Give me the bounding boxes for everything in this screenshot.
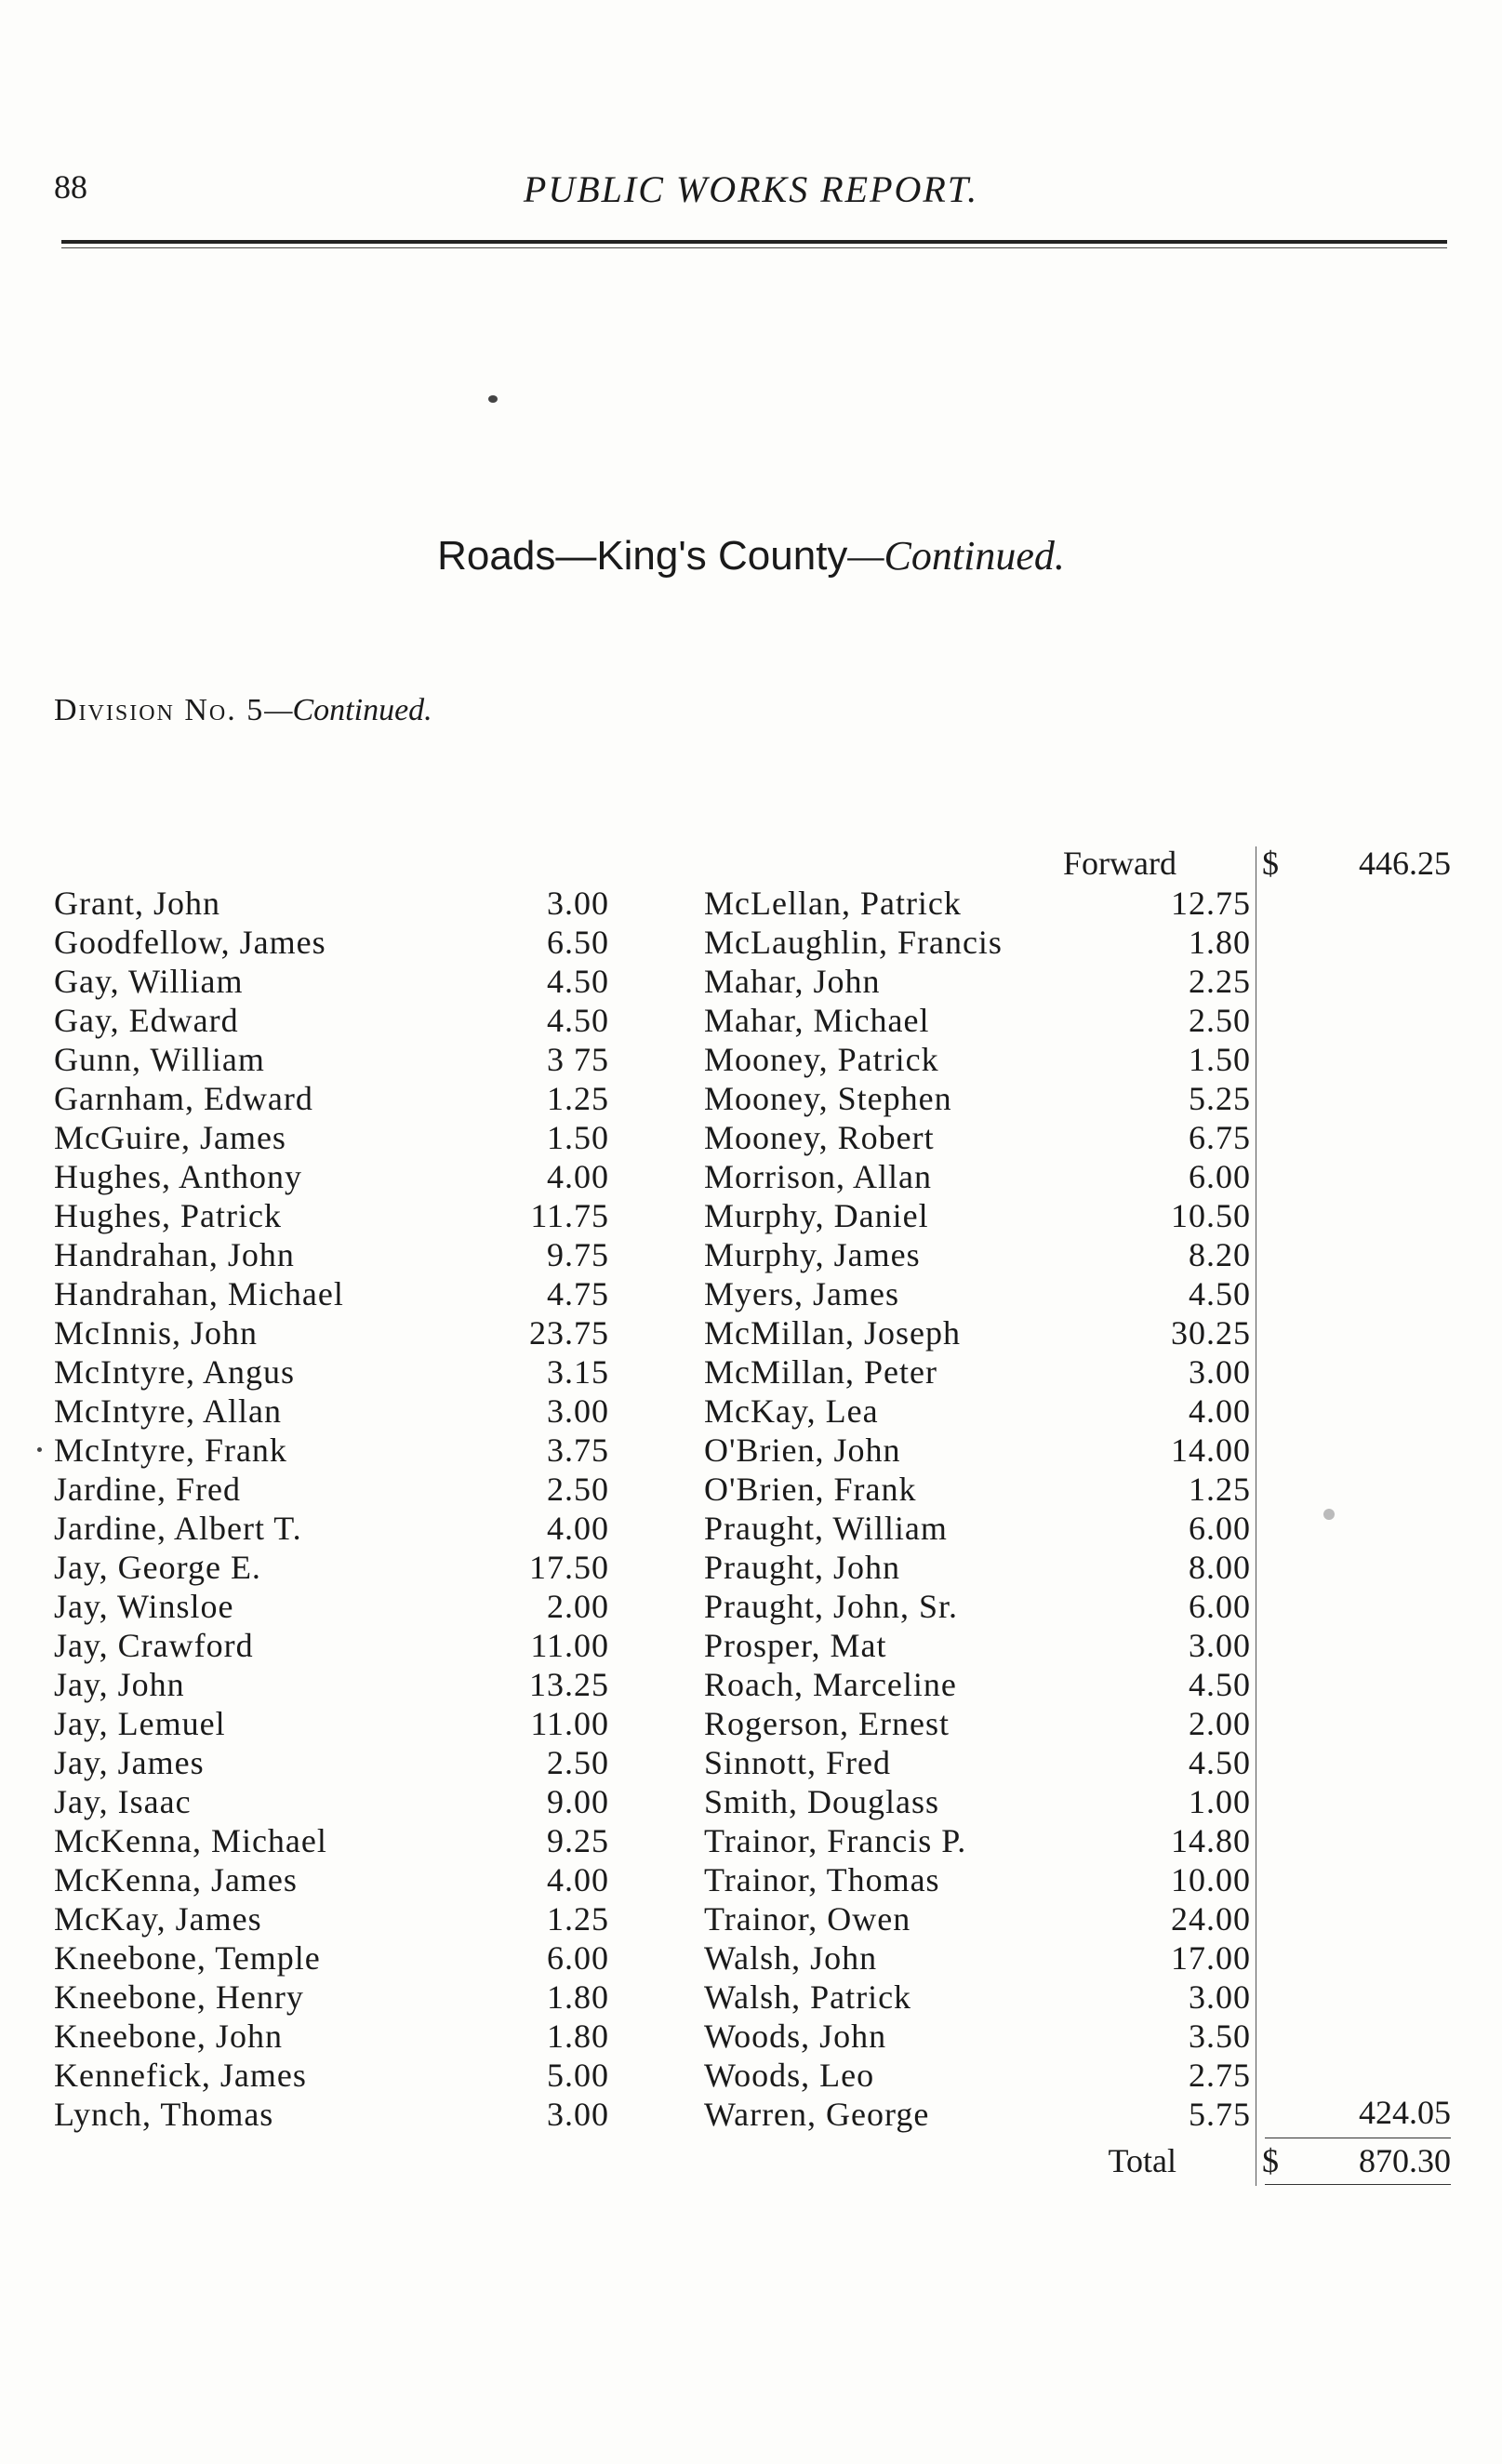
left-name: Jardine, Fred [54, 1471, 241, 1508]
left-name: McIntyre, Angus [54, 1353, 295, 1391]
table-row [0, 1899, 1502, 1938]
right-amount: 5.75 [1189, 2096, 1251, 2133]
right-name: Mahar, Michael [704, 1002, 930, 1039]
left-amount: 4.00 [547, 1861, 609, 1898]
left-amount: 4.00 [547, 1158, 609, 1195]
right-name: Myers, James [704, 1275, 899, 1312]
section-title [0, 532, 1502, 579]
left-amount: 11.00 [530, 1627, 609, 1664]
right-name: Walsh, John [704, 1939, 878, 1977]
left-name: Hughes, Anthony [54, 1158, 302, 1195]
table-row [0, 923, 1502, 962]
left-amount: 6.50 [547, 924, 609, 961]
table-row [0, 1626, 1502, 1665]
right-amount: 4.50 [1189, 1744, 1251, 1781]
left-amount: 4.75 [547, 1275, 609, 1312]
table-row [0, 1978, 1502, 2017]
table-row [0, 1157, 1502, 1196]
left-name: Handrahan, John [54, 1236, 295, 1273]
left-name: Jay, George E. [54, 1549, 261, 1586]
right-amount: 1.00 [1189, 1783, 1251, 1820]
right-amount: 4.50 [1189, 1666, 1251, 1703]
right-name: O'Brien, John [704, 1432, 901, 1469]
total-amount: 870.30 [1359, 2142, 1451, 2179]
right-amount: 3.50 [1189, 2018, 1251, 2055]
right-amount: 2.00 [1189, 1705, 1251, 1742]
table-row [0, 1431, 1502, 1470]
right-name: Smith, Douglass [704, 1783, 940, 1820]
right-name: Trainor, Thomas [704, 1861, 940, 1898]
left-amount: 3.15 [547, 1353, 609, 1391]
left-amount: 9.25 [547, 1822, 609, 1859]
table-row [0, 1548, 1502, 1587]
table-row [0, 1118, 1502, 1157]
left-amount: 1.25 [547, 1900, 609, 1938]
left-name: Goodfellow, James [54, 924, 326, 961]
right-amount: 6.00 [1189, 1510, 1251, 1547]
section-continued: —Continued. [847, 533, 1065, 579]
table-row [0, 1001, 1502, 1040]
division-label: Division No. 5 [54, 693, 265, 727]
right-amount: 14.00 [1171, 1432, 1251, 1469]
total-dollar-sign: $ [1262, 2142, 1279, 2179]
right-name: Trainor, Owen [704, 1900, 911, 1938]
table-row [0, 1938, 1502, 1978]
table-row [0, 2017, 1502, 2056]
right-amount: 6.00 [1189, 1158, 1251, 1195]
table-row [0, 2095, 1502, 2134]
right-name: Praught, John [704, 1549, 900, 1586]
right-amount: 17.00 [1171, 1939, 1251, 1977]
right-amount: 3.00 [1189, 1627, 1251, 1664]
right-amount: 6.00 [1189, 1588, 1251, 1625]
right-name: Woods, John [704, 2018, 887, 2055]
right-name: Morrison, Allan [704, 1158, 932, 1195]
left-name: Jay, Winsloe [54, 1588, 234, 1625]
left-name: Kneebone, Henry [54, 1978, 304, 2016]
left-name: Grant, John [54, 885, 220, 922]
right-name: Mooney, Patrick [704, 1041, 939, 1078]
left-amount: 2.50 [547, 1471, 609, 1508]
right-amount: 14.80 [1171, 1822, 1251, 1859]
left-name: Gay, Edward [54, 1002, 239, 1039]
left-amount: 3.00 [547, 1392, 609, 1430]
right-name: Murphy, James [704, 1236, 921, 1273]
right-amount: 2.75 [1189, 2057, 1251, 2094]
right-amount: 2.25 [1189, 963, 1251, 1000]
right-amount: 24.00 [1171, 1900, 1251, 1938]
left-name: Kneebone, John [54, 2018, 283, 2055]
left-amount: 5.00 [547, 2057, 609, 2094]
running-head: PUBLIC WORKS REPORT. [523, 168, 979, 210]
forward-dollar-sign: $ [1262, 845, 1279, 882]
table-row [0, 1509, 1502, 1548]
header-rule-thin [61, 247, 1447, 248]
left-amount: 1.80 [547, 1978, 609, 2016]
left-amount: 11.00 [530, 1705, 609, 1742]
right-name: McLaughlin, Francis [704, 924, 1003, 961]
right-amount: 10.00 [1171, 1861, 1251, 1898]
right-amount: 3.00 [1189, 1978, 1251, 2016]
left-name: Hughes, Patrick [54, 1197, 282, 1234]
left-name: Gay, William [54, 963, 244, 1000]
left-amount: 3 75 [547, 1041, 609, 1078]
left-name: McIntyre, Allan [54, 1392, 282, 1430]
table-row [0, 1235, 1502, 1274]
table-row [0, 1079, 1502, 1118]
right-name: Murphy, Daniel [704, 1197, 929, 1234]
ink-speck [488, 395, 498, 403]
left-amount: 3.00 [547, 2096, 609, 2133]
forward-amount: 446.25 [1359, 845, 1451, 882]
left-amount: 23.75 [529, 1314, 609, 1352]
table-row [0, 1196, 1502, 1235]
right-amount: 8.20 [1189, 1236, 1251, 1273]
right-amount: 4.50 [1189, 1275, 1251, 1312]
right-amount: 10.50 [1171, 1197, 1251, 1234]
table-row [0, 2056, 1502, 2095]
section-title-text: Roads—King's County [437, 533, 848, 579]
left-amount: 3.00 [547, 885, 609, 922]
table-row [0, 1392, 1502, 1431]
division-heading [54, 693, 432, 728]
left-amount: 17.50 [529, 1549, 609, 1586]
left-amount: 4.50 [547, 1002, 609, 1039]
right-name: Rogerson, Ernest [704, 1705, 950, 1742]
right-name: Walsh, Patrick [704, 1978, 912, 2016]
table-row [0, 1352, 1502, 1392]
division-continued: —Continued. [264, 693, 432, 727]
table-row [0, 1313, 1502, 1352]
right-amount: 3.00 [1189, 1353, 1251, 1391]
right-amount: 5.25 [1189, 1080, 1251, 1117]
right-name: McMillan, Joseph [704, 1314, 961, 1352]
right-amount: 1.80 [1189, 924, 1251, 961]
right-name: Warren, George [704, 2096, 930, 2133]
table-row [0, 884, 1502, 923]
table-row [0, 1665, 1502, 1704]
left-name: Garnham, Edward [54, 1080, 313, 1117]
right-name: McMillan, Peter [704, 1353, 937, 1391]
subtotal-amount: 424.05 [1359, 2094, 1451, 2131]
right-name: Mooney, Stephen [704, 1080, 952, 1117]
left-amount: 2.50 [547, 1744, 609, 1781]
left-amount: 3.75 [547, 1432, 609, 1469]
right-amount: 12.75 [1171, 885, 1251, 922]
right-amount: 1.25 [1189, 1471, 1251, 1508]
left-name: Handrahan, Michael [54, 1275, 344, 1312]
right-name: McKay, Lea [704, 1392, 879, 1430]
right-name: Mahar, John [704, 963, 881, 1000]
right-name: McLellan, Patrick [704, 885, 962, 922]
left-amount: 6.00 [547, 1939, 609, 1977]
left-amount: 1.50 [547, 1119, 609, 1156]
right-amount: 4.00 [1189, 1392, 1251, 1430]
left-amount: 2.00 [547, 1588, 609, 1625]
total-label: Total [1108, 2142, 1176, 2179]
left-name: McKenna, James [54, 1861, 298, 1898]
left-name: Jardine, Albert T. [54, 1510, 302, 1547]
table-row [0, 962, 1502, 1001]
table-row [0, 1821, 1502, 1860]
table-row [0, 1743, 1502, 1782]
left-amount: 1.80 [547, 2018, 609, 2055]
left-name: Jay, Lemuel [54, 1705, 226, 1742]
left-name: McGuire, James [54, 1119, 286, 1156]
left-name: Jay, John [54, 1666, 185, 1703]
right-amount: 1.50 [1189, 1041, 1251, 1078]
left-name: McKenna, Michael [54, 1822, 327, 1859]
left-amount: 13.25 [529, 1666, 609, 1703]
left-name: Jay, Crawford [54, 1627, 254, 1664]
total-rule [1265, 2184, 1451, 2185]
left-name: Jay, James [54, 1744, 205, 1781]
right-amount: 30.25 [1171, 1314, 1251, 1352]
left-name: Kneebone, Temple [54, 1939, 321, 1977]
right-name: Praught, William [704, 1510, 948, 1547]
left-amount: 4.50 [547, 963, 609, 1000]
table-row [0, 1470, 1502, 1509]
right-name: Sinnott, Fred [704, 1744, 892, 1781]
right-name: Roach, Marceline [704, 1666, 957, 1703]
payment-list [0, 884, 1502, 2134]
header-rule [61, 240, 1447, 244]
left-amount: 11.75 [530, 1197, 609, 1234]
forward-label: Forward [1063, 845, 1176, 882]
table-row [0, 1040, 1502, 1079]
left-name: Gunn, William [54, 1041, 265, 1078]
left-amount: 4.00 [547, 1510, 609, 1547]
table-row [0, 1860, 1502, 1899]
right-name: O'Brien, Frank [704, 1471, 917, 1508]
left-amount: 9.00 [547, 1783, 609, 1820]
right-amount: 8.00 [1189, 1549, 1251, 1586]
right-name: Prosper, Mat [704, 1627, 887, 1664]
table-row [0, 1274, 1502, 1313]
left-name: McIntyre, Frank [54, 1432, 287, 1469]
left-name: Kennefick, James [54, 2057, 307, 2094]
table-row [0, 1782, 1502, 1821]
table-row [0, 1587, 1502, 1626]
right-amount: 2.50 [1189, 1002, 1251, 1039]
left-amount: 9.75 [547, 1236, 609, 1273]
left-name: McInnis, John [54, 1314, 258, 1352]
page-number: 88 [54, 168, 87, 206]
right-name: Woods, Leo [704, 2057, 875, 2094]
left-amount: 1.25 [547, 1080, 609, 1117]
right-name: Mooney, Robert [704, 1119, 935, 1156]
table-row [0, 1704, 1502, 1743]
left-name: McKay, James [54, 1900, 262, 1938]
right-name: Trainor, Francis P. [704, 1822, 967, 1859]
left-name: Jay, Isaac [54, 1783, 192, 1820]
right-name: Praught, John, Sr. [704, 1588, 959, 1625]
right-amount: 6.75 [1189, 1119, 1251, 1156]
left-name: Lynch, Thomas [54, 2096, 274, 2133]
